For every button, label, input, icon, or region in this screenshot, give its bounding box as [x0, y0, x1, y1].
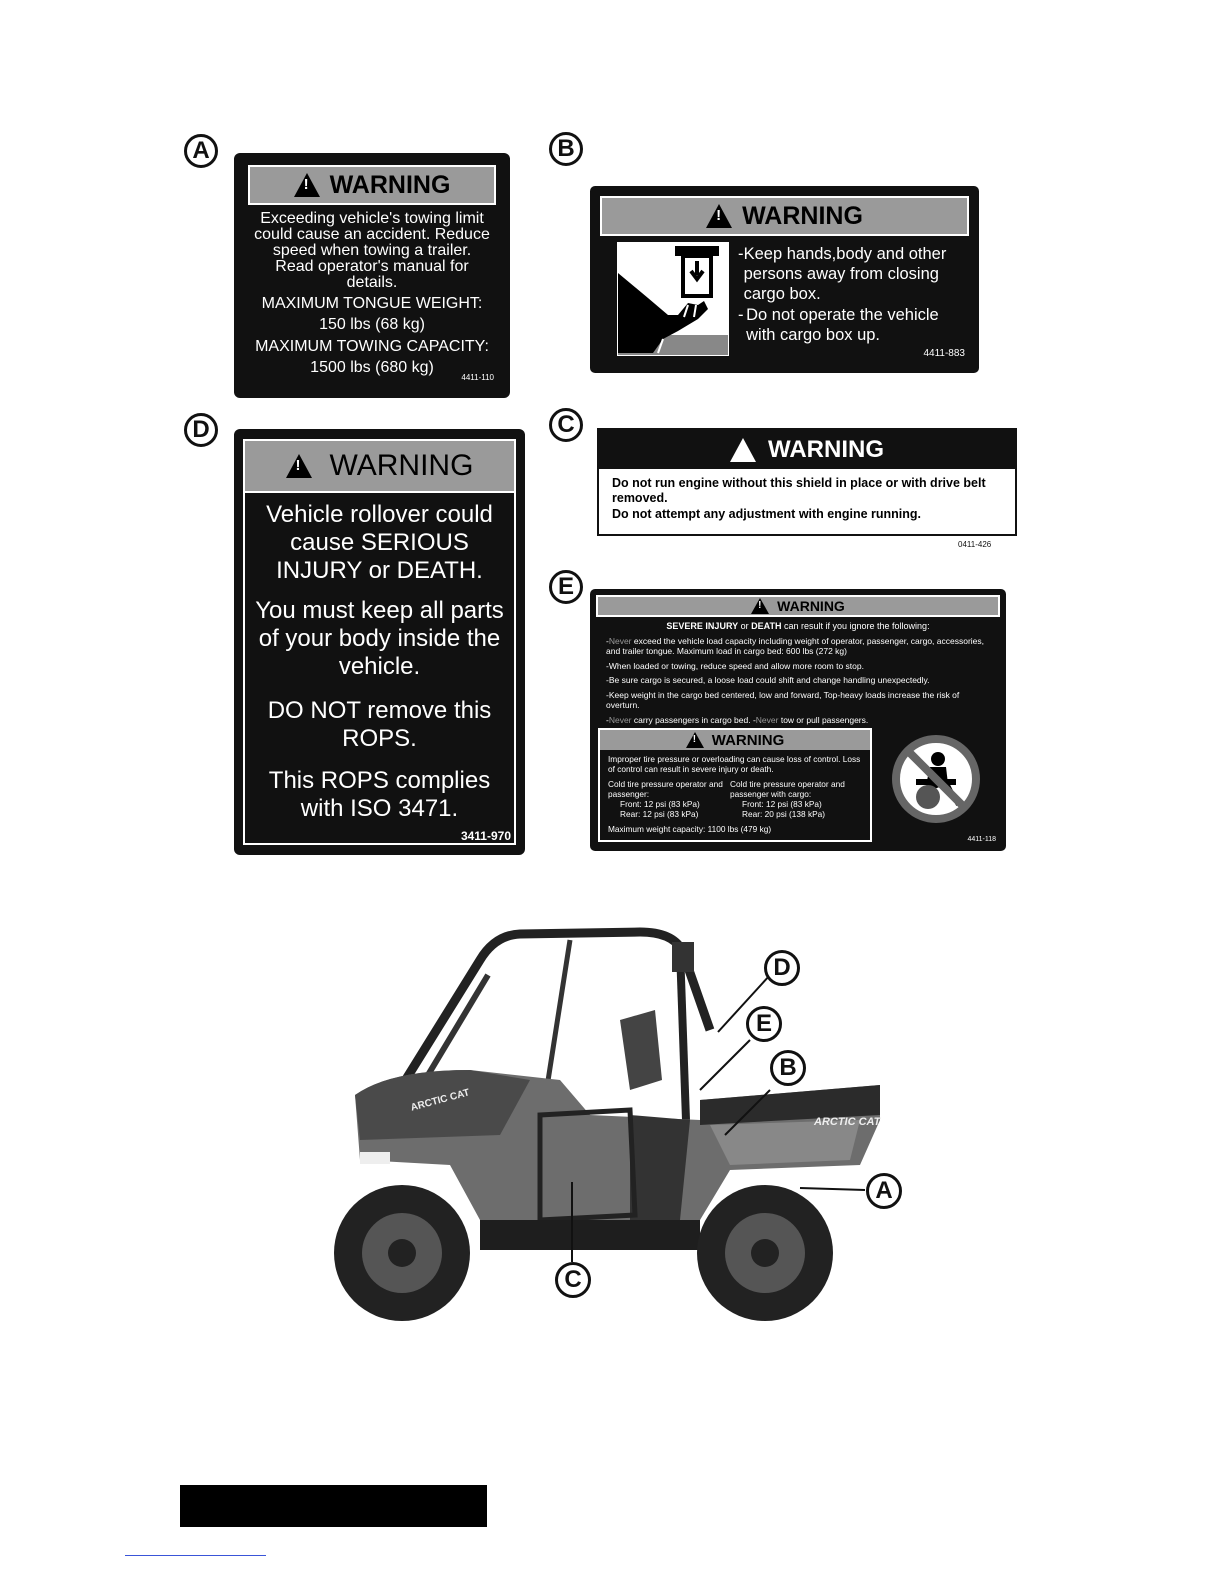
decal-d-header: ! WARNING [243, 439, 516, 493]
decal-c-code: 0411-426 [958, 540, 992, 549]
warning-triangle-icon [706, 204, 732, 228]
decal-b-item1-row: - Keep hands,body and other persons away from closing cargo box. [738, 244, 970, 304]
decal-e-line2: -When loaded or towing, reduce speed and allow more room to stop. [606, 660, 864, 671]
decal-e-sub-header: ! WARNING [600, 730, 870, 750]
decal-c-line2: Do not attempt any adjustment with engine running. [612, 507, 922, 521]
vehicle-illustration [300, 920, 920, 1340]
decal-c-line1: Do not run engine without this shield in place or with drive belt removed. [612, 476, 986, 505]
footer-bar [180, 1485, 487, 1527]
vehicle-brand-bed: ARCTIC CAT [814, 1116, 881, 1128]
callout-a: A [184, 134, 218, 168]
decal-a-towing-value: 1500 lbs (680 kg) [310, 359, 434, 376]
callout-c: C [549, 408, 583, 442]
warning-triangle-icon [294, 173, 320, 197]
decal-e-col1-front: Front: 12 psi (83 kPa) [620, 799, 700, 809]
warning-triangle-icon [686, 732, 704, 748]
decal-a-code: 4411-110 [461, 373, 494, 382]
decal-e-tire-box [598, 728, 872, 842]
decal-d [234, 429, 525, 855]
decal-e-col2-rear: Rear: 20 psi (138 kPa) [742, 809, 826, 819]
decal-e-line5: -Never carry passengers in cargo bed. -Never tow or pull passengers. [606, 714, 869, 725]
decal-e-col2-front: Front: 12 psi (83 kPa) [742, 799, 822, 809]
decal-d-code: 3411-970 [460, 829, 511, 843]
no-passengers-in-cargo-icon [886, 729, 986, 829]
decal-e-line1: -Never exceed the vehicle load capacity including weight of operator, passenger, cargo, accessories, and trailer tongue. Maximum load in cargo bed: 600 lbs (272 kg) [606, 636, 985, 656]
vehicle-callout-e: E [746, 1006, 782, 1042]
decal-e-code: 4411-118 [967, 836, 996, 843]
vehicle-callout-c: C [555, 1262, 591, 1298]
decal-c-header: WARNING [599, 430, 1015, 469]
vehicle-callout-d: D [764, 950, 800, 986]
vehicle-callout-a: A [866, 1173, 902, 1209]
decal-a-header: ! WARNING [248, 165, 496, 205]
vehicle-callout-b: B [770, 1050, 806, 1086]
callout-e: E [549, 570, 583, 604]
callout-b: B [549, 132, 583, 166]
hand-crush-icon [617, 242, 729, 356]
decal-e-col1-rear: Rear: 12 psi (83 kPa) [620, 809, 699, 819]
decal-d-p2: You must keep all parts of your body inside the vehicle. [255, 597, 504, 680]
warning-triangle-icon [730, 438, 756, 462]
decal-e-col1-title: Cold tire pressure operator and passenger: [608, 779, 723, 799]
decal-c [597, 428, 1017, 536]
decal-e [590, 589, 1006, 851]
decal-a-tongue-value: 150 lbs (68 kg) [319, 316, 425, 333]
footer-link-underline [125, 1555, 266, 1556]
warning-triangle-icon [286, 454, 312, 478]
warning-triangle-icon [751, 598, 769, 614]
decal-e-line4: -Keep weight in the cargo bed centered, low and forward, Top-heavy loads increase the risk of overturn. [606, 690, 960, 710]
decal-b-header: ! WARNING [600, 196, 969, 236]
decal-d-p1: Vehicle rollover could cause SERIOUS INJURY or DEATH. [266, 501, 493, 584]
decal-e-header: ! WARNING [596, 595, 1000, 617]
decal-b-item2: Do not operate the vehicle with cargo box up. [746, 306, 939, 344]
decal-a [234, 153, 510, 398]
decal-e-col2-title: Cold tire pressure operator and passenger with cargo: [730, 779, 845, 799]
decal-a-tongue-label: MAXIMUM TONGUE WEIGHT: [261, 295, 483, 312]
decal-a-body: Exceeding vehicle's towing limit could cause an accident. Reduce speed when towing a trailer. Read operator's manual for details. [254, 210, 490, 291]
decal-b-item2-row: - Do not operate the vehicle with cargo box up. [738, 305, 970, 345]
decal-d-p3: DO NOT remove this ROPS. [267, 697, 492, 752]
decal-a-towing-label: MAXIMUM TOWING CAPACITY: [255, 338, 489, 355]
decal-e-intro: SEVERE INJURY or DEATH can result if you ignore the following: [666, 621, 930, 631]
callout-d: D [184, 413, 218, 447]
decal-b-item1: Keep hands,body and other persons away from closing cargo box. [743, 245, 947, 303]
decal-b [590, 186, 979, 373]
decal-e-tire-text: Improper tire pressure or overloading can cause loss of control. Loss of control can result in severe injury or death. [608, 754, 861, 774]
decal-b-code: 4411-883 [923, 348, 965, 359]
decal-e-max-weight: Maximum weight capacity: 1100 lbs (479 kg) [608, 824, 772, 834]
decal-d-p4: This ROPS complies with ISO 3471. [268, 767, 491, 822]
decal-e-line3: -Be sure cargo is secured, a loose load could shift and change handling unexpectedly. [606, 675, 930, 686]
vehicle-brand-hood: ARCTIC CAT [409, 1087, 471, 1114]
